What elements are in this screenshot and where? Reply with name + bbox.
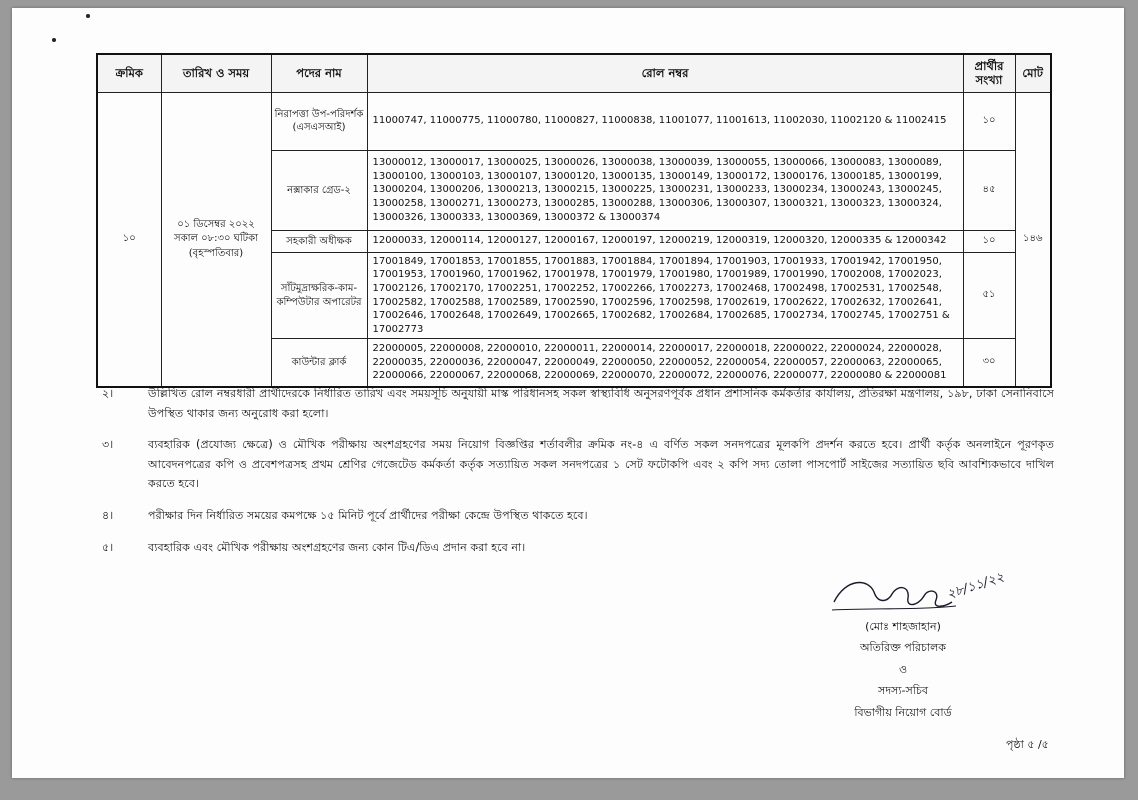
note-number: ৩। — [102, 438, 114, 452]
roll-numbers-cell: 17001849, 17001853, 17001855, 17001883, 17001884, 17001894, 17001903, 17001933, 17001942, 17001950, 17001953, 17001960, 17001962, 17001978, 17001979, 17001980, 17001989, 17001990, 17002008, 17002023, 17002126, 17002170, 17002251, 17002252, 17002266, 17002273, 17002468, 17002498, 17002531, 17002548, 17002582, 17002588, 17002589, 17002590, 17002596, 17002598, 17002619, 17002622, 17002632, 17002641, 17002646, 17002648, 17002649, 17002665, 17002682, 17002684, 17002685, 17002734, 17002745, 17002751 & 17002773 — [367, 252, 963, 339]
roll-numbers-cell: 12000033, 12000114, 12000127, 12000167, 12000197, 12000219, 12000319, 12000320, 12000335 & 12000342 — [367, 230, 963, 252]
handwritten-date: ২৮/১১/২২ — [944, 569, 1007, 603]
note-text: উল্লিখিত রোল নম্বরধারী প্রার্থীদেরকে নির্ধারিত তারিখ এবং সময়সূচি অনুযায়ী মাস্ক পরিধানসহ সকল স্বাস্থ্যবিধি অনুসরণপূর্বক প্রধান প্রশাসনিক কর্মকর্তার কার্যালয়, প্রতিরক্ষা মন্ত্রণালয়, ১৯৮, ঢাকা সেনানিবাসে উপস্থিত থাকার জন্য অনুরোধ করা হলো। — [148, 387, 1054, 420]
speck-mark — [86, 14, 90, 18]
header-roll-no: রোল নম্বর — [367, 54, 963, 92]
header-serial: ক্রমিক — [97, 54, 161, 92]
signatory-title: বিভাগীয় নিয়োগ বোর্ড — [854, 705, 952, 719]
candidate-count-cell: ১০ — [963, 92, 1015, 150]
roll-number-table — [96, 53, 1052, 388]
header-date-time: তারিখ ও সময় — [161, 54, 271, 92]
signatory-title: অতিরিক্ত পরিচালক — [860, 641, 946, 655]
table-row — [97, 92, 1051, 150]
note-text: ব্যবহারিক এবং মৌখিক পরীক্ষায় অংশগ্রহণের জন্য কোন টিএ/ডিএ প্রদান করা হবে না। — [148, 540, 526, 554]
candidate-count-cell: ৩০ — [963, 339, 1015, 387]
candidate-count-cell: ৪৫ — [963, 150, 1015, 230]
post-name-cell: নিরাপত্তা উপ-পরিদর্শক (এসএসআই) — [271, 92, 367, 150]
signatory-name: (মোঃ শাহজাহান) — [865, 620, 941, 633]
note-item — [96, 384, 1054, 423]
weekday-line: (বৃহস্পতিবার) — [188, 247, 244, 259]
note-item — [96, 538, 1054, 558]
total-cell: ১৪৬ — [1015, 92, 1051, 387]
post-name-cell: কাউন্টার ক্লার্ক — [271, 339, 367, 387]
note-item — [96, 435, 1054, 494]
signature-block — [828, 569, 1007, 723]
note-number: ৪। — [102, 508, 114, 522]
post-name-cell: সাঁটমুদ্রাক্ষরিক-কাম-কম্পিউটার অপারেটর — [271, 252, 367, 339]
date-time-cell — [161, 92, 271, 387]
table-header-row — [97, 54, 1051, 92]
note-number: ৫। — [102, 540, 114, 554]
note-text: পরীক্ষার দিন নির্ধারিত সময়ের কমপক্ষে ১৫ মিনিট পূর্বে প্রার্থীদের পরীক্ষা কেন্দ্রে উপস্থিত থাকতে হবে। — [148, 508, 588, 522]
candidate-count-cell: ১০ — [963, 230, 1015, 252]
speck-mark — [52, 38, 56, 42]
handwritten-signature-icon — [828, 569, 1007, 616]
header-candidate-count: প্রার্থীর সংখ্যা — [963, 54, 1015, 92]
note-item — [96, 506, 1054, 526]
header-total: মোট — [1015, 54, 1051, 92]
date-line: ০১ ডিসেম্বর ২০২২ — [177, 218, 255, 230]
time-line: সকাল ০৮:৩০ ঘটিকা — [173, 233, 259, 245]
roll-numbers-cell: 11000747, 11000775, 11000780, 11000827, 11000838, 11001077, 11001613, 11002030, 11002120 & 11002415 — [367, 92, 963, 150]
candidate-count-cell: ৫১ — [963, 252, 1015, 339]
signatory-conjunction: ও — [898, 662, 908, 676]
post-name-cell: সহকারী অধীক্ষক — [271, 230, 367, 252]
roll-numbers-cell: 13000012, 13000017, 13000025, 13000026, 13000038, 13000039, 13000055, 13000066, 13000083, 13000089, 13000100, 13000103, 13000107, 13000120, 13000135, 13000149, 13000172, 13000176, 13000185, 13000199, 13000204, 13000206, 13000213, 13000215, 13000225, 13000231, 13000233, 13000234, 13000243, 13000245, 13000258, 13000271, 13000273, 13000285, 13000288, 13000306, 13000307, 13000321, 13000323, 13000324, 13000326, 13000333, 13000369, 13000372 & 13000374 — [367, 150, 963, 230]
signatory-title: সদস্য-সচিব — [878, 684, 928, 698]
roll-numbers-cell: 22000005, 22000008, 22000010, 22000011, 22000014, 22000017, 22000018, 22000022, 22000024, 22000028, 22000035, 22000036, 22000047, 22000049, 22000050, 22000052, 22000054, 22000057, 22000063, 22000065, 22000066, 22000067, 22000068, 22000069, 22000070, 22000072, 22000076, 22000077, 22000080 & 22000081 — [367, 339, 963, 387]
notes-section — [96, 384, 1054, 569]
note-number: ২। — [102, 387, 114, 400]
serial-cell: ১০ — [97, 92, 161, 387]
header-post-name: পদের নাম — [271, 54, 367, 92]
post-name-cell: নক্সাকার গ্রেড-২ — [271, 150, 367, 230]
note-text: ব্যবহারিক (প্রযোজ্য ক্ষেত্রে) ও মৌখিক পরীক্ষায় অংশগ্রহণের সময় নিয়োগ বিজ্ঞপ্তির শর্তাবলীর ক্রমিক নং-৪ এ বর্ণিত সকল সনদপত্রের মূলকপি প্রদর্শন করতে হবে। প্রার্থী কর্তৃক অনলাইনে পূরণকৃত আবেদনপত্রের কপি ও প্রবেশপত্রসহ প্রথম শ্রেণির গেজেটেড কর্মকর্তা কর্তৃক সত্যায়িত সকল সনদপত্রের ১ সেট ফটোকপি এবং ২ কপি সদ্য তোলা পাসপোর্ট সাইজের সত্যায়িত ছবি আবশ্যিকভাবে দাখিল করতে হবে। — [148, 438, 1054, 491]
page-number: পৃষ্ঠা ৫ /৫ — [1006, 738, 1049, 751]
